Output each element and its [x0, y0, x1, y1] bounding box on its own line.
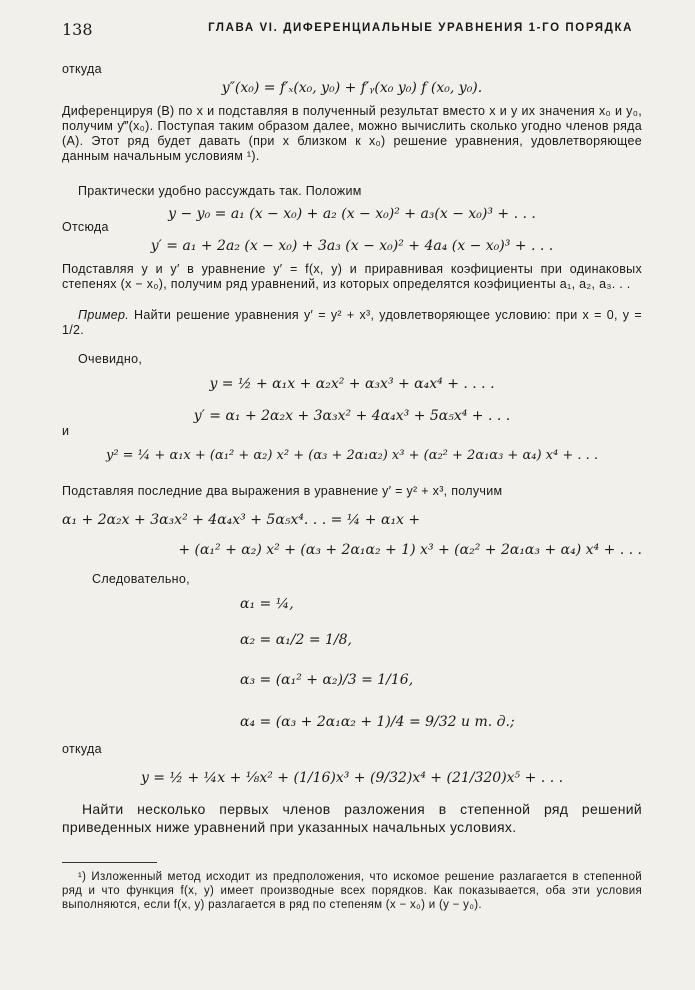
- equation-y-squared: y² = ¼ + α₁x + (α₁² + α₂) x² + (α₃ + 2α₁α₂) x³ + (α₂² + 2α₁α₃ + α₄) x⁴ + . . .: [105, 448, 599, 463]
- equation-alpha4: α₄ = (α₃ + 2α₁α₂ + 1)/4 = 9/32 и т. д.;: [240, 714, 515, 730]
- equation-yprime-expansion: y′ = α₁ + 2α₂x + 3α₃x² + 4α₄x³ + 5α₅x⁴ + . . .: [193, 408, 511, 424]
- paragraph-substitution: Подставляя y и y′ в уравнение y′ = f(x, y) и приравнивая коэфициенты при одинаковых степенях (x − x₀), получим ряд уравнений, из которых определятся коэфициенты a₁, a₂, a₃. . .: [62, 262, 642, 291]
- equation-second-derivative: y″(x₀) = f′ₓ(x₀, y₀) + f′ᵧ(x₀ y₀) f (x₀, y₀).: [221, 80, 483, 96]
- paragraph-practical: Практически удобно рассуждать так. Положим: [78, 184, 362, 198]
- page-header: [62, 20, 633, 40]
- equation-coefficients-left: α₁ + 2α₂x + 3α₃x² + 4α₄x³ + 5α₅x⁴. . . = ¼ + α₁x +: [62, 512, 421, 528]
- text-otkuda-2: откуда: [62, 742, 102, 756]
- equation-alpha1: α₁ = ¼,: [240, 596, 294, 612]
- text-ochevidno: Очевидно,: [78, 352, 143, 366]
- text-otsyuda: Отсюда: [62, 220, 109, 234]
- example-text: Найти решение уравнения y′ = y² + x³, удовлетворяющее условию: при x = 0, y = 1/2.: [62, 308, 642, 337]
- text-otkuda-1: откуда: [62, 62, 102, 76]
- example-label: Пример.: [78, 308, 130, 322]
- running-title: ГЛАВА VI. ДИФЕРЕНЦИАЛЬНЫЕ УРАВНЕНИЯ 1-ГО ПОРЯДКА: [208, 22, 633, 34]
- footnote-rule: [62, 862, 157, 863]
- equation-alpha3: α₃ = (α₁² + α₂)/3 = 1/16,: [240, 672, 414, 688]
- equation-coefficients-right: + (α₁² + α₂) x² + (α₃ + 2α₁α₂ + 1) x³ + (α₂² + 2α₁α₃ + α₄) x⁴ + . . .: [178, 542, 642, 558]
- paragraph-exercise-intro: Найти несколько первых членов разложения в степенной ряд решений приведенных ниже уравнений при указанных начальных условиях.: [62, 801, 642, 835]
- equation-series-y: y − y₀ = a₁ (x − x₀) + a₂ (x − x₀)² + a₃(x − x₀)³ + . . .: [168, 206, 536, 222]
- equation-alpha2: α₂ = α₁/2 = 1/8,: [240, 632, 352, 648]
- equation-y-expansion: y = ½ + α₁x + α₂x² + α₃x³ + α₄x⁴ + . . . .: [209, 376, 495, 392]
- paragraph-substituting-last: Подставляя последние два выражения в уравнение y′ = y² + x³, получим: [62, 484, 503, 498]
- text-i: и: [62, 424, 70, 438]
- equation-series-yprime: y′ = a₁ + 2a₂ (x − x₀) + 3a₃ (x − x₀)² + 4a₄ (x − x₀)³ + . . .: [150, 238, 554, 254]
- equation-final-series: y = ½ + ¼x + ⅛x² + (1/16)x³ + (9/32)x⁴ + (21/320)x⁵ + . . .: [140, 770, 564, 786]
- paragraph-differentiation: Диференцируя (B) по x и подставляя в полученный результат вместо x и y их значения x₀ и y₀, получим y‴(x₀). Поступая таким образом далее, можно вычислить сколько угодно членов ряда (A). Этот ряд будет давать (при x близком к x₀) решение уравнения, удовлетворяющее данным начальным условиям ¹).: [62, 104, 642, 163]
- text-sledovatelno: Следовательно,: [92, 572, 190, 586]
- page-number: 138: [62, 20, 93, 39]
- paragraph-example: [62, 308, 642, 338]
- footnote: ¹) Изложенный метод исходит из предположения, что искомое решение разлагается в степенной ряд и что функция f(x, y) имеет производные всех порядков. Как показывается, оба эти условия выполняются, если f(x, y) разлагается в ряд по степеням (x − x₀) и (y − y₀).: [62, 871, 642, 911]
